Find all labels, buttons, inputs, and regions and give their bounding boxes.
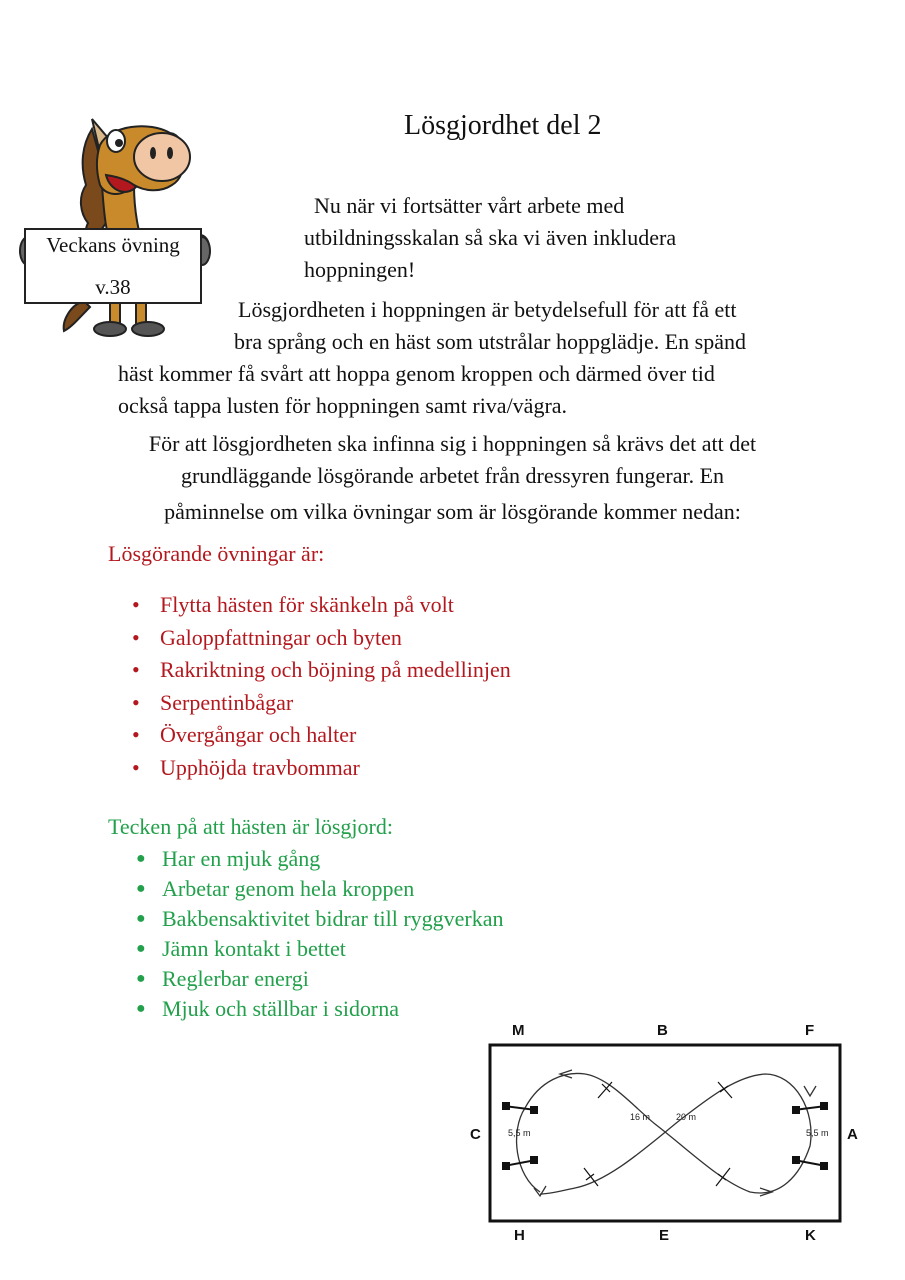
arena-letter-k: K xyxy=(805,1227,816,1244)
list-item: • Upphöjda travbommar xyxy=(132,752,511,785)
list-item: ● Arbetar genom hela kroppen xyxy=(134,874,504,904)
page-title: Lösgjordhet del 2 xyxy=(404,110,602,141)
list-item: ● Reglerbar energi xyxy=(134,964,504,994)
badge-title: Veckans övning xyxy=(46,233,180,257)
intro-line: Nu när vi fortsätter vårt arbete med xyxy=(314,193,625,218)
distance-label: 20 m xyxy=(676,1112,697,1122)
list-item: • Flytta hästen för skänkeln på volt xyxy=(132,589,511,622)
bullet-icon: • xyxy=(132,754,140,780)
bullet-icon: • xyxy=(132,657,140,682)
arena-letter-h: H xyxy=(514,1227,525,1244)
arena-letter-e: E xyxy=(659,1227,670,1244)
bullet-icon: ● xyxy=(136,940,146,957)
exercises-heading: Lösgörande övningar är: xyxy=(108,541,325,566)
bullet-icon: ● xyxy=(136,1000,146,1017)
arena-letter-a: A xyxy=(847,1126,858,1143)
bullet-icon: • xyxy=(132,689,140,715)
list-item: • Övergångar och halter xyxy=(132,719,511,752)
intro-line: utbildningsskalan så ska vi även inkludera xyxy=(304,225,677,250)
list-item: ● Har en mjuk gång xyxy=(134,844,504,874)
arena-svg xyxy=(460,1016,880,1248)
paragraph-2 xyxy=(0,428,905,528)
signs-heading: Tecken på att hästen är lösgjord: xyxy=(108,814,393,839)
arena-diagram xyxy=(460,1016,880,1248)
arena-letter-f: F xyxy=(805,1022,815,1039)
bullet-icon: ● xyxy=(136,970,146,987)
arena-letter-c: C xyxy=(470,1126,481,1143)
bullet-icon: ● xyxy=(136,850,146,867)
exercises-list xyxy=(132,589,511,784)
list-item: ● Jämn kontakt i bettet xyxy=(134,934,504,964)
paragraph-line: häst kommer få svårt att hoppa genom kroppen och därmed över tid xyxy=(118,361,715,386)
intro-paragraph xyxy=(304,190,824,286)
bullet-icon: • xyxy=(132,592,140,617)
arena-letter-b: B xyxy=(657,1022,668,1039)
intro-line: hoppningen! xyxy=(304,257,416,282)
list-item: • Galoppfattningar och byten xyxy=(132,622,511,655)
arena-letter-m: M xyxy=(512,1022,525,1039)
paragraph-line: För att lösgjordheten ska infinna sig i hoppningen så krävs det att det xyxy=(148,431,757,456)
paragraph-line: Lösgjordheten i hoppningen är betydelsefull för att få ett xyxy=(238,297,737,322)
paragraph-1 xyxy=(0,294,905,422)
bullet-icon: • xyxy=(132,722,140,747)
bullet-icon: ● xyxy=(136,910,146,927)
list-item: • Serpentinbågar xyxy=(132,687,511,720)
bullet-icon: ● xyxy=(136,880,146,897)
weekly-exercise-badge xyxy=(24,228,202,304)
distance-label: 5,5 m xyxy=(508,1128,531,1138)
distance-label: 5,5 m xyxy=(806,1128,829,1138)
badge-week: v.38 xyxy=(95,275,131,299)
paragraph-line: grundläggande lösgörande arbetet från dressyren fungerar. En xyxy=(180,463,725,488)
list-item: ● Mjuk och ställbar i sidorna xyxy=(134,994,504,1024)
signs-list xyxy=(134,844,504,1024)
paragraph-line: bra språng och en häst som utstrålar hoppglädje. En spänd xyxy=(234,329,746,354)
paragraph-line: också tappa lusten för hoppningen samt riva/vägra. xyxy=(118,393,568,418)
list-item: • Rakriktning och böjning på medellinjen xyxy=(132,654,511,687)
bullet-icon: • xyxy=(132,624,140,650)
distance-label: 16 m xyxy=(630,1112,651,1122)
paragraph-line: påminnelse om vilka övningar som är lösgörande kommer nedan: xyxy=(164,499,741,524)
list-item: ● Bakbensaktivitet bidrar till ryggverkan xyxy=(134,904,504,934)
